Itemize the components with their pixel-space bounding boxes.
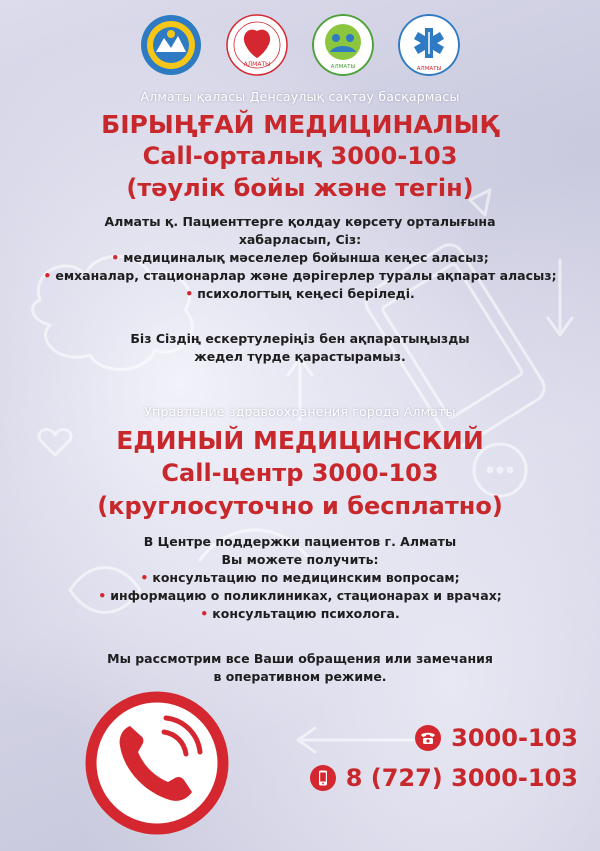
kz-bullet-3-text: психологтың кеңесі беріледі. xyxy=(197,286,415,301)
almaty-city-emblem xyxy=(140,14,202,76)
ru-bullet-3 xyxy=(0,605,600,623)
landline-number: 3000-103 xyxy=(451,724,578,752)
ru-org-name: Управление здравоохранения города Алматы xyxy=(144,404,456,419)
kz-outro xyxy=(0,330,600,366)
kz-outro-line1: Біз Сіздің ескертулеріңіз бен ақпаратыңызды xyxy=(130,331,470,346)
landline-contact[interactable] xyxy=(415,724,578,752)
phone-handset-icon xyxy=(82,688,232,838)
ru-outro-line1: Мы рассмотрим все Ваши обращения или замечания xyxy=(107,651,493,666)
ru-bullet-1 xyxy=(0,569,600,587)
ru-intro-line1: В Центре поддержки пациентов г. Алматы xyxy=(143,534,457,549)
mobile-contact[interactable] xyxy=(310,764,578,792)
patient-support-emblem xyxy=(312,14,374,76)
kz-title-line3: (тәулік бойы және тегін) xyxy=(126,174,474,202)
kz-bullet-3 xyxy=(0,285,600,303)
landline-phone-icon xyxy=(415,725,441,751)
ru-title-line1: ЕДИНЫЙ МЕДИЦИНСКИЙ xyxy=(116,426,484,455)
kz-bullet-1 xyxy=(0,249,600,267)
mobile-phone-icon xyxy=(310,765,336,791)
kz-title-line2: Call-орталық 3000-103 xyxy=(142,142,458,170)
ambulance-emblem xyxy=(398,14,460,76)
ru-bullet-1-text: консультацию по медицинским вопросам; xyxy=(152,570,460,585)
ru-title-line2: Call-центр 3000-103 xyxy=(161,459,439,487)
kz-outro-line2: жедел түрде қарастырамыз. xyxy=(194,349,406,364)
ambulance-emblem-text: АЛМАТЫ xyxy=(416,66,442,72)
kz-title-line1: БІРЫҢҒАЙ МЕДИЦИНАЛЫҚ xyxy=(101,110,499,139)
almaty-health-emblem xyxy=(226,14,288,76)
ru-outro xyxy=(0,650,600,686)
kz-bullet-2 xyxy=(0,267,600,285)
mobile-number: 8 (727) 3000-103 xyxy=(345,764,578,792)
ru-bullet-3-text: консультацию психолога. xyxy=(212,606,400,621)
ru-bullet-2-text: информацию о поликлиниках, стационарах и врачах; xyxy=(110,588,502,603)
ru-intro xyxy=(0,533,600,623)
kz-bullet-2-text: емханалар, стационарлар және дәрігерлер туралы ақпарат аласыз; xyxy=(55,268,557,283)
health-emblem-text: АЛМАТЫ xyxy=(243,61,271,68)
kz-org-name: Алматы қаласы Денсаулық сақтау басқармасы xyxy=(140,89,460,104)
kz-intro-line1: Алматы қ. Пациенттерге қолдау көрсету орталығына xyxy=(104,214,496,229)
ru-bullet-2 xyxy=(0,587,600,605)
ru-intro-line2: Вы можете получить: xyxy=(221,552,379,567)
kz-intro xyxy=(0,213,600,303)
ru-outro-line2: в оперативном режиме. xyxy=(213,669,387,684)
kz-intro-line2: хабарласып, Сіз: xyxy=(238,232,362,247)
ru-title-line3: (круглосуточно и бесплатно) xyxy=(97,492,503,520)
support-emblem-text: АЛМАТЫ xyxy=(330,64,356,70)
kz-bullet-1-text: медициналық мәселелер бойынша кеңес аласыз; xyxy=(123,250,489,265)
emblem-row xyxy=(0,14,600,80)
